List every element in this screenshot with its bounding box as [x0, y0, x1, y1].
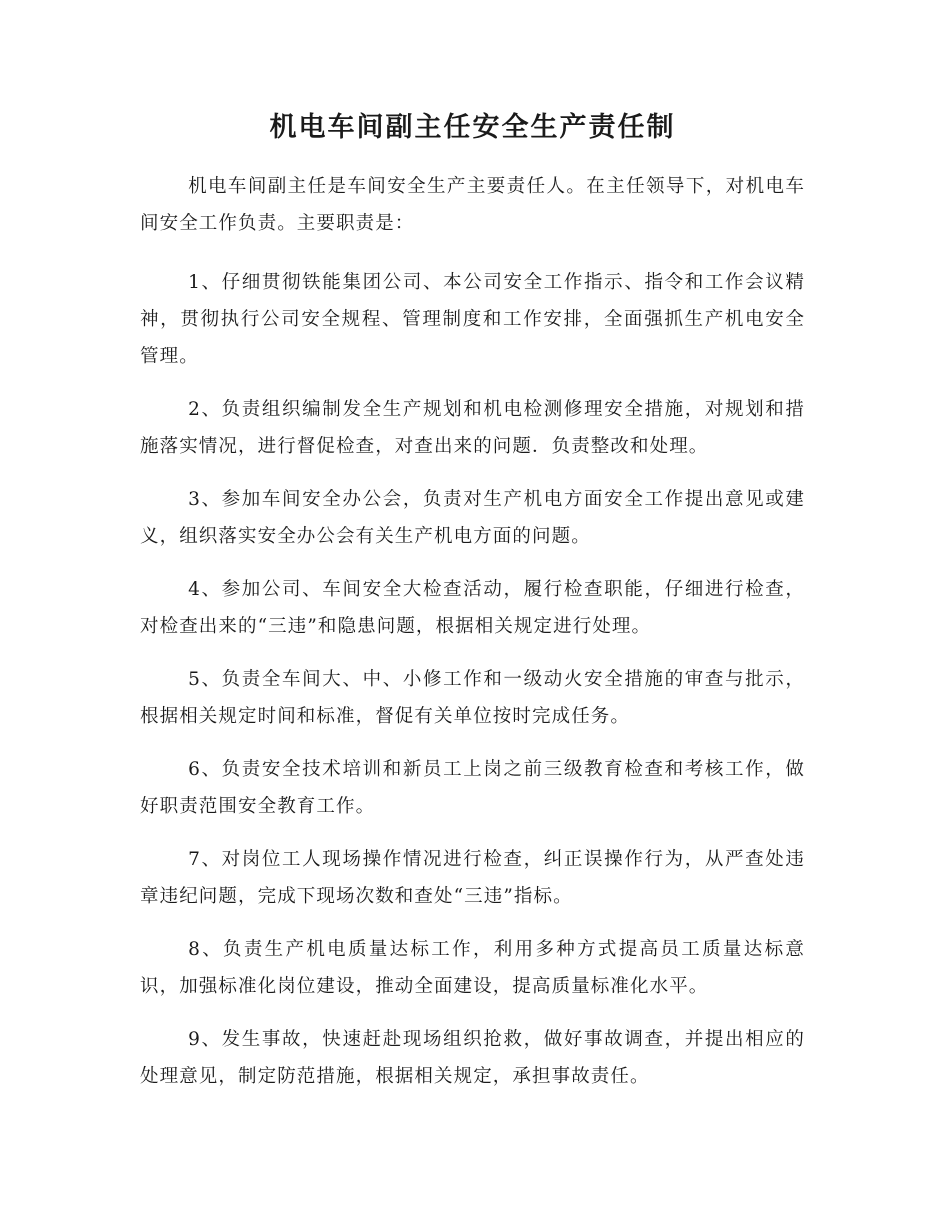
duty-item-5: 5、负责全车间大、中、小修工作和一级动火安全措施的审查与批示，根据相关规定时间和标准，督促有关单位按时完成任务。: [140, 669, 805, 727]
duty-item-2: 2、负责组织编制发全生产规划和机电检测修理安全措施，对规划和措施落实情况，进行督促检查，对查出来的问题．负责整改和处理。: [140, 399, 805, 457]
duty-item-1: 1、仔细贯彻铁能集团公司、本公司安全工作指示、指令和工作会议精神，贯彻执行公司安全规程、管理制度和工作安排，全面强抓生产机电安全管理。: [140, 272, 805, 367]
duty-item-3: 3、参加车间安全办公会，负责对生产机电方面安全工作提出意见或建义，组织落实安全办公会有关生产机电方面的问题。: [140, 489, 805, 547]
duty-item-4: 4、参加公司、车间安全大检查活动，履行检查职能，仔细进行检查，对检查出来的“三违”和隐患问题，根据相关规定进行处理。: [140, 579, 805, 637]
document-page: [140, 108, 805, 1111]
duty-item-8: 8、负责生产机电质量达标工作，利用多种方式提高员工质量达标意识，加强标准化岗位建设，推动全面建设，提高质量标准化水平。: [140, 939, 805, 997]
document-title: 机电车间副主任安全生产责任制: [269, 112, 676, 143]
intro-paragraph: 机电车间副主任是车间安全生产主要责任人。在主任领导下，对机电车间安全工作负责。主要职责是：: [140, 176, 805, 234]
duty-item-7: 7、对岗位工人现场操作情况进行检查，纠正误操作行为，从严查处违章违纪问题，完成下现场次数和查处“三违”指标。: [140, 849, 805, 907]
duty-item-6: 6、负责安全技术培训和新员工上岗之前三级教育检查和考核工作，做好职责范围安全教育工作。: [140, 759, 805, 817]
duty-item-9: 9、发生事故，快速赶赴现场组织抢救，做好事故调查，并提出相应的处理意见，制定防范措施，根据相关规定，承担事故责任。: [140, 1029, 805, 1087]
